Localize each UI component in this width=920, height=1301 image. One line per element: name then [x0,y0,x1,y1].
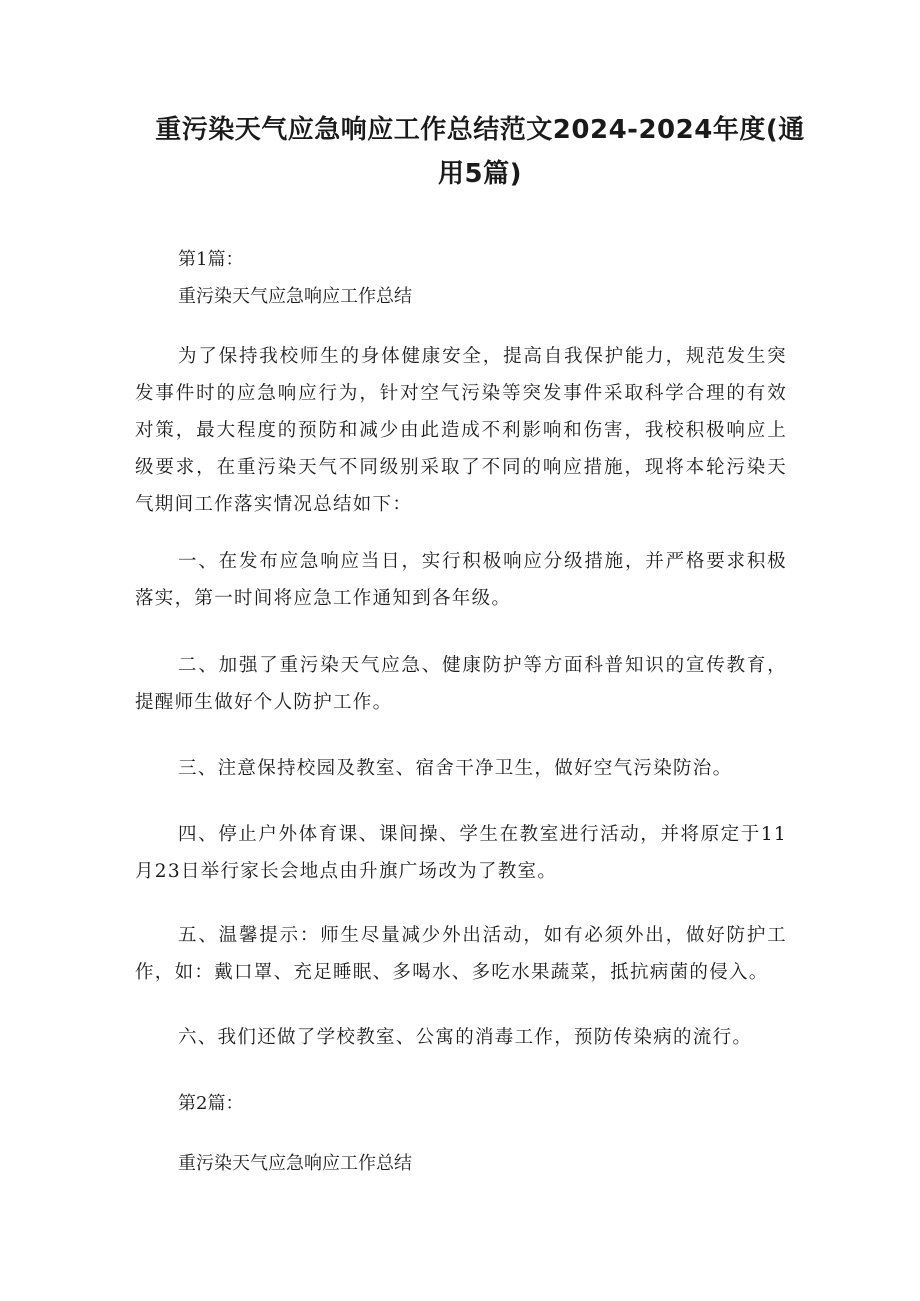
section-1-subtitle: 重污染天气应急响应工作总结 [178,286,412,307]
section-1-heading: 第1篇： [178,249,244,270]
section-1-paragraph-intro: 为了保持我校师生的身体健康安全，提高自我保护能力，规范发生突发事件时的应急响应行为，针对空气污染等突发事件采取科学合理的有效对策，最大程度的预防和减少由此造成不利影响和伤害，我校积极响应上级要求，在重污染天气不同级别采取了不同的响应措施，现将本轮污染天气期间工作落实情况总结如下： [135,346,787,515]
section-1-paragraph-6: 六、我们还做了学校教室、公寓的消毒工作，预防传染病的流行。 [178,1027,753,1048]
section-1-paragraph-1: 一、在发布应急响应当日，实行积极响应分级措施，并严格要求积极落实，第一时间将应急工作通知到各年级。 [135,551,787,609]
section-1-paragraph-2: 二、加强了重污染天气应急、健康防护等方面科普知识的宣传教育，提醒师生做好个人防护工作。 [135,655,787,713]
section-1-paragraph-3: 三、注意保持校园及教室、宿舍干净卫生，做好空气污染防治。 [178,758,733,779]
section-1-paragraph-5: 五、温馨提示：师生尽量减少外出活动，如有必须外出，做好防护工作，如：戴口罩、充足睡眠、多喝水、多吃水果蔬菜，抵抗病菌的侵入。 [135,925,787,983]
document-title: 重污染天气应急响应工作总结范文2024-2024年度(通用5篇) [155,115,805,189]
section-2-heading: 第2篇： [178,1093,244,1114]
section-1-paragraph-4: 四、停止户外体育课、课间操、学生在教室进行活动，并将原定于11月23日举行家长会地点由升旗广场改为了教室。 [135,824,787,882]
section-2-subtitle: 重污染天气应急响应工作总结 [178,1153,412,1174]
